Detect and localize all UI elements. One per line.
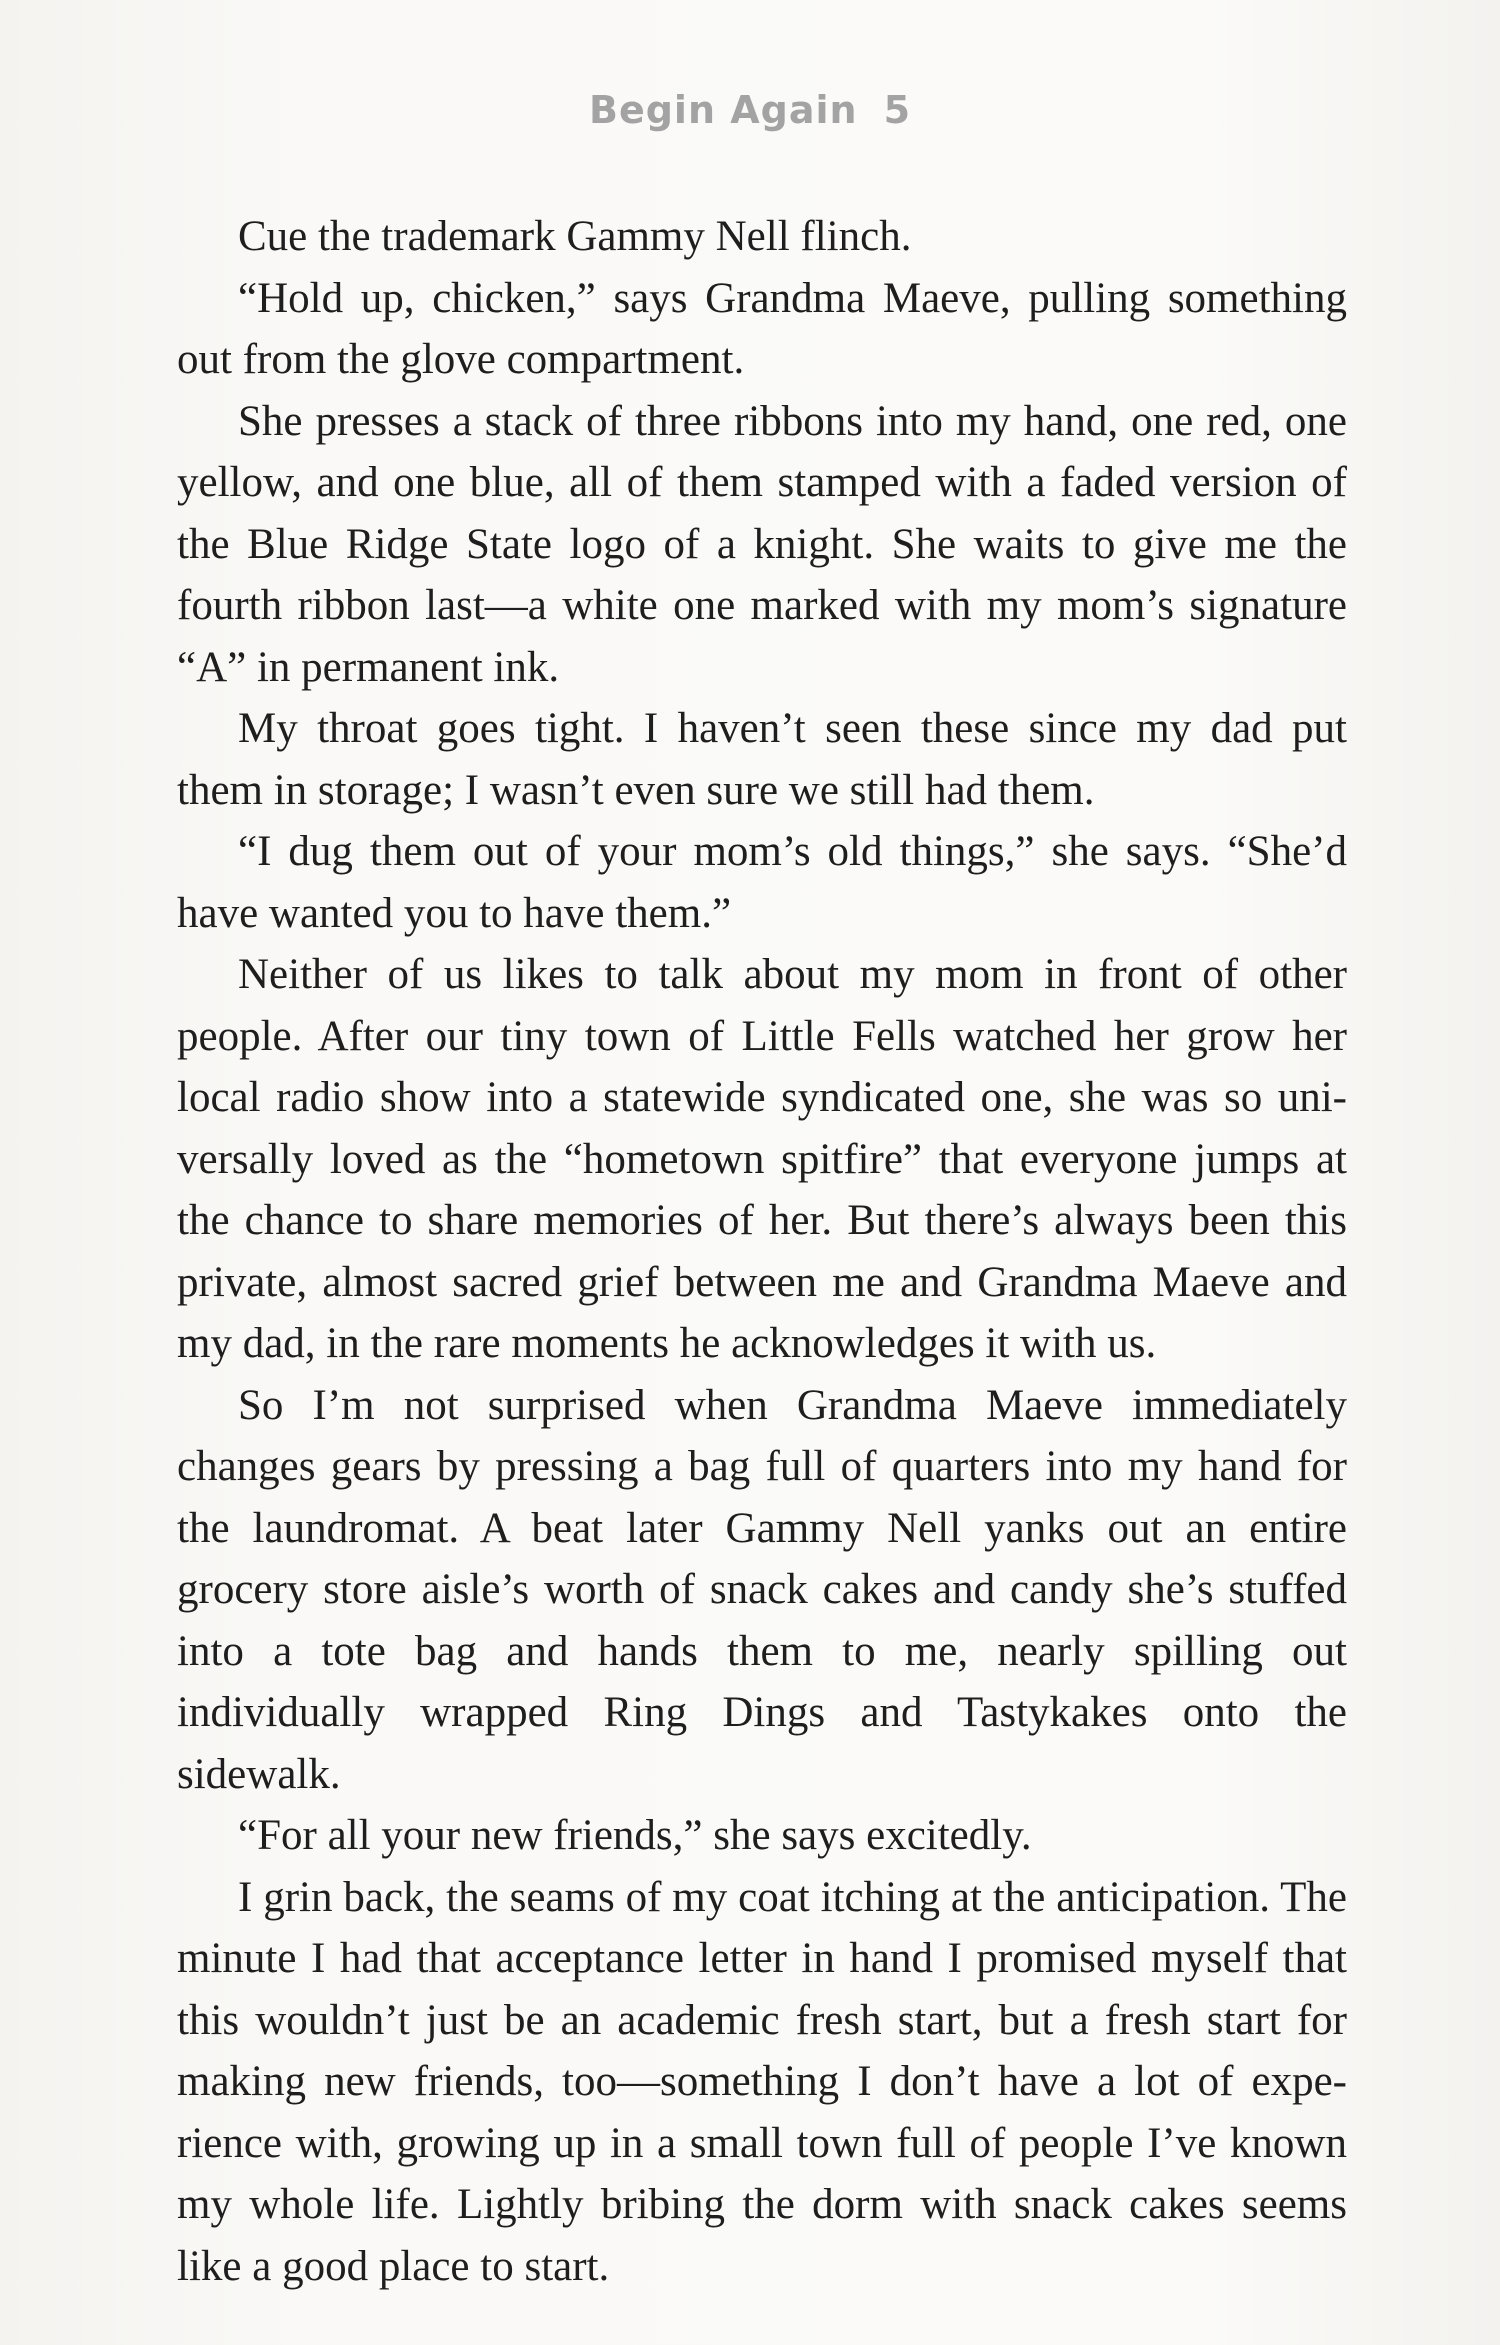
paragraph: She presses a stack of three ribbons into my hand, one red, one yellow, and one blue, all of them stamped with a faded version of the Blue Ridge State logo of a knight. She waits to give me the fourth ribbon last—a white one marked with my mom’s signature “A” in permanent ink. [177, 397, 1347, 691]
page-number: 5 [883, 88, 912, 132]
body-text [177, 206, 1347, 2297]
paragraph: Neither of us likes to talk about my mom in front of other people. After our tiny town of Little Fells watched her grow her local radio show into a statewide syndicated one, she was so universally loved as the “hometown spitfire” that everyone jumps at the chance to share memories of her. But there’s always been this private, almost sacred grief between me and Grandma Maeve and my dad, in the rare moments he acknowledges it with us. [177, 951, 1347, 1367]
paragraph: My throat goes tight. I haven’t seen these since my dad put them in storage; I wasn’t even sure we still had them. [177, 705, 1347, 814]
running-head [0, 88, 1500, 132]
paragraph: “For all your new friends,” she says excitedly. [238, 1812, 1032, 1859]
paragraph: I grin back, the seams of my coat itching at the anticipation. The minute I had that acceptance letter in hand I promised myself that this wouldn’t just be an academic fresh start, but a fresh start for making new friends, too—something I don’t have a lot of experience with, growing up in a small town full of people I’ve known my whole life. Lightly bribing the dorm with snack cakes seems like a good place to start. [177, 1873, 1347, 2290]
book-title: Begin Again [588, 88, 858, 132]
paragraph: “I dug them out of your mom’s old things,” she says. “She’d have wanted you to have them.” [177, 828, 1347, 937]
paragraph: So I’m not surprised when Grandma Maeve immediately changes gears by pressing a bag full of quarters into my hand for the laundromat. A beat later Gammy Nell yanks out an entire grocery store aisle’s worth of snack cakes and candy she’s stuffed into a tote bag and hands them to me, nearly spilling out individually wrapped Ring Dings and Tastykakes onto the sidewalk. [177, 1381, 1347, 1798]
paragraph: “Hold up, chicken,” says Grandma Maeve, pulling something out from the glove compartment. [177, 274, 1347, 383]
paragraph: Cue the trademark Gammy Nell flinch. [238, 213, 912, 260]
